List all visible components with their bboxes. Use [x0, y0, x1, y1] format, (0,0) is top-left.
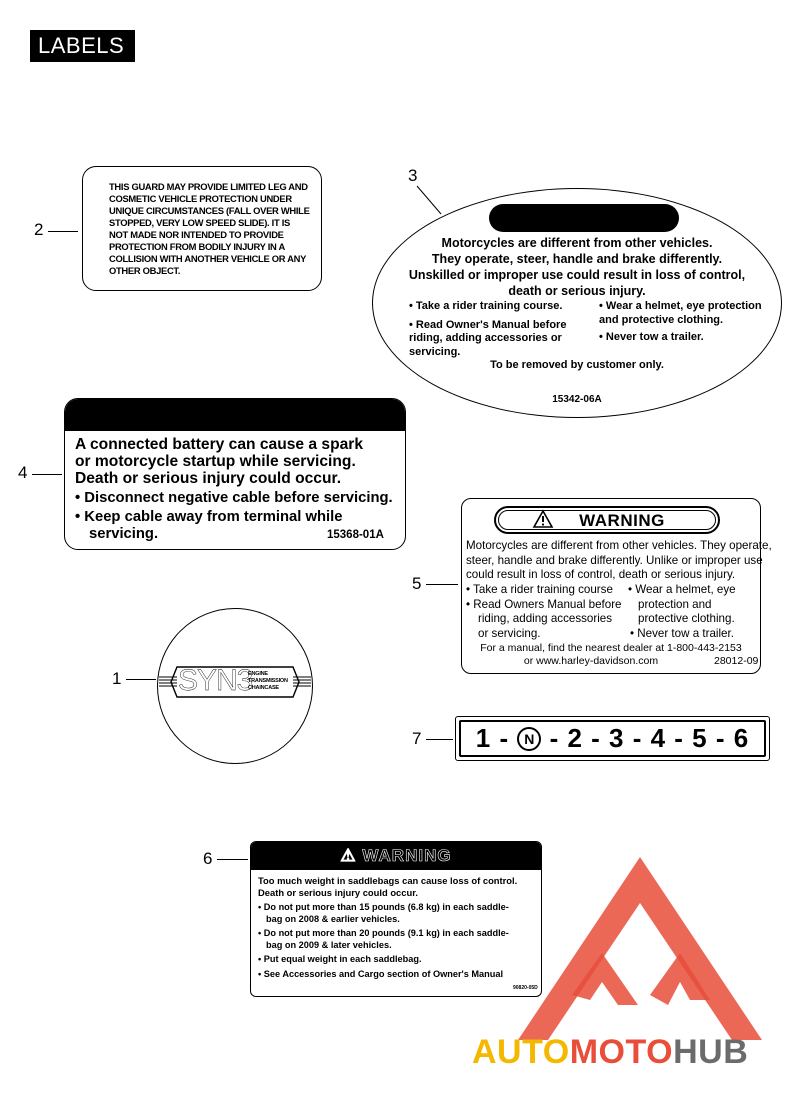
text-line: A connected battery can cause a spark: [75, 436, 364, 453]
part-number: 28012-09: [714, 655, 759, 667]
callout-4: 4: [18, 463, 28, 482]
text-line: Unskilled or improper use could result in loss of control,: [408, 268, 746, 282]
list-item-continued: protective clothing.: [638, 612, 735, 625]
warning-header-bar: [489, 204, 679, 232]
text-line: ENGINE: [248, 671, 268, 677]
text-line: CHAINCASE: [248, 685, 279, 691]
remove-note: To be removed by customer only.: [490, 359, 664, 371]
warning-triangle-icon: ⚠: [340, 846, 357, 865]
list-item-continued: bag on 2009 & later vehicles.: [266, 939, 392, 950]
text-line: or www.harley-davidson.com: [523, 655, 659, 667]
bullet-list-left: [466, 583, 636, 641]
list-item-continued: protection and: [638, 597, 712, 611]
leader-line: [32, 474, 62, 475]
list-item: • Do not put more than 15 pounds (6.8 kg) in each saddle-: [258, 902, 509, 912]
text-line: death or serious injury.: [508, 284, 646, 298]
callout-3: 3: [408, 166, 418, 185]
label-oval-warning: [372, 188, 782, 418]
leader-line: [426, 584, 458, 585]
label-guard-warning: [82, 166, 322, 291]
part-number: 15368-01A: [327, 529, 384, 541]
list-item: • Take a rider training course.: [409, 300, 563, 312]
callout-5: 5: [412, 574, 422, 593]
text-line: Too much weight in saddlebags can cause loss of control.: [258, 875, 518, 886]
leader-line: [48, 231, 78, 232]
syn3-subtext: [248, 671, 288, 692]
bullet-list: [258, 902, 509, 980]
label-saddlebag-warning: [250, 841, 542, 997]
text-line: could result in loss of control, death or serious injury.: [466, 568, 736, 581]
bullet-list-left: [409, 300, 589, 359]
part-number: 15342-06A: [552, 394, 602, 405]
list-item-continued: or servicing.: [478, 626, 541, 640]
text-line: For a manual, find the nearest dealer at 1-800-443-2153: [480, 642, 742, 654]
text-line: Motorcycles are different from other vehicles. They operate,: [466, 539, 772, 552]
gear-rest: - 2 - 3 - 4 - 5 - 6: [549, 723, 750, 753]
gear-pattern-text: [459, 720, 766, 757]
label-gear-pattern: [455, 716, 770, 761]
leader-line: [415, 184, 445, 216]
list-item: • Do not put more than 20 pounds (9.1 kg) in each saddle-: [258, 928, 509, 938]
label-syn3-emblem: [157, 608, 313, 764]
warning-heading: [251, 846, 541, 866]
warning-heading-text: WARNING: [579, 511, 665, 530]
text-line: TRANSMISSION: [248, 678, 288, 684]
list-item: • Read Owner's Manual before riding, adding accessories or servicing.: [409, 318, 567, 358]
list-item: • See Accessories and Cargo section of Owner's Manual: [258, 968, 504, 979]
label-motorcycle-warning: [461, 498, 772, 674]
text-line: steer, handle and brake differently. Unlike or improper use: [466, 553, 763, 567]
bullet-list-right: [599, 300, 779, 345]
warning-heading: [498, 510, 716, 530]
list-item: • Disconnect negative cable before servicing.: [75, 490, 393, 506]
label-battery-warning: [64, 398, 406, 550]
callout-7: 7: [412, 729, 422, 748]
label-oval-main-text: [373, 235, 781, 299]
leader-line: [217, 859, 248, 860]
list-item: • Put equal weight in each saddlebag.: [258, 954, 422, 964]
leader-line: [126, 679, 156, 680]
list-item-continued: bag on 2008 & earlier vehicles.: [266, 913, 400, 924]
text-line: Death or serious injury could occur.: [258, 887, 418, 898]
warning-triangle-icon: [532, 509, 554, 529]
watermark-hub: HUB: [673, 1033, 749, 1071]
warning-heading-box: [494, 506, 720, 534]
bullet-list-right: [628, 583, 758, 641]
list-item: • Wear a helmet, eye: [628, 583, 736, 596]
warning-heading-text: WARNING: [362, 846, 452, 865]
text-line: or motorcycle startup while servicing.: [75, 453, 356, 470]
label-motorcycle-text: [466, 539, 794, 583]
list-item: • Read Owners Manual before: [466, 597, 622, 611]
leader-line: [426, 739, 453, 740]
text-line: Death or serious injury could occur.: [75, 470, 342, 487]
watermark-logo-icon: [500, 845, 770, 1045]
list-item-continued: servicing.: [89, 526, 159, 542]
list-item-continued: riding, adding accessories: [478, 612, 613, 625]
warning-header-bar: [65, 399, 405, 431]
list-item: • Keep cable away from terminal while: [75, 509, 343, 525]
list-item: • Take a rider training course: [466, 583, 613, 596]
syn3-logo-text: SYN3: [178, 664, 253, 697]
label-saddlebag-main-text: [258, 875, 517, 899]
list-item: • Wear a helmet, eye protection and protective clothing.: [599, 300, 762, 326]
text-line: They operate, steer, handle and brake differently.: [431, 252, 723, 266]
watermark-auto: AUTO: [472, 1033, 570, 1071]
callout-2: 2: [34, 220, 44, 239]
gear-first: 1 -: [475, 723, 510, 753]
watermark-moto: MOTO: [569, 1033, 674, 1071]
page-title: LABELS: [30, 30, 135, 62]
neutral-circle: N: [517, 727, 541, 751]
label-guard-text: THIS GUARD MAY PROVIDE LIMITED LEG AND COSMETIC VEHICLE PROTECTION UNDER UNIQUE CIRCUMSTANCES (FALL OVER WHILE STOPPED, VERY LOW SPEED SLIDE). IT IS NOT MADE NOR INTENDED TO PROVIDE PROTECTION FROM BODILY INJURY IN A COLLISION WITH ANOTHER VEHICLE OR ANY OTHER OBJECT.: [109, 181, 310, 276]
list-item: • Never tow a trailer.: [599, 331, 704, 343]
text-line: Motorcycles are different from other vehicles.: [441, 236, 713, 250]
label-battery-main-text: [75, 436, 363, 487]
list-item: • Never tow a trailer.: [630, 626, 734, 640]
watermark-text: [472, 1033, 748, 1072]
part-number: 90820-05D: [513, 985, 538, 991]
callout-1: 1: [112, 669, 122, 688]
callout-6: 6: [203, 849, 213, 868]
